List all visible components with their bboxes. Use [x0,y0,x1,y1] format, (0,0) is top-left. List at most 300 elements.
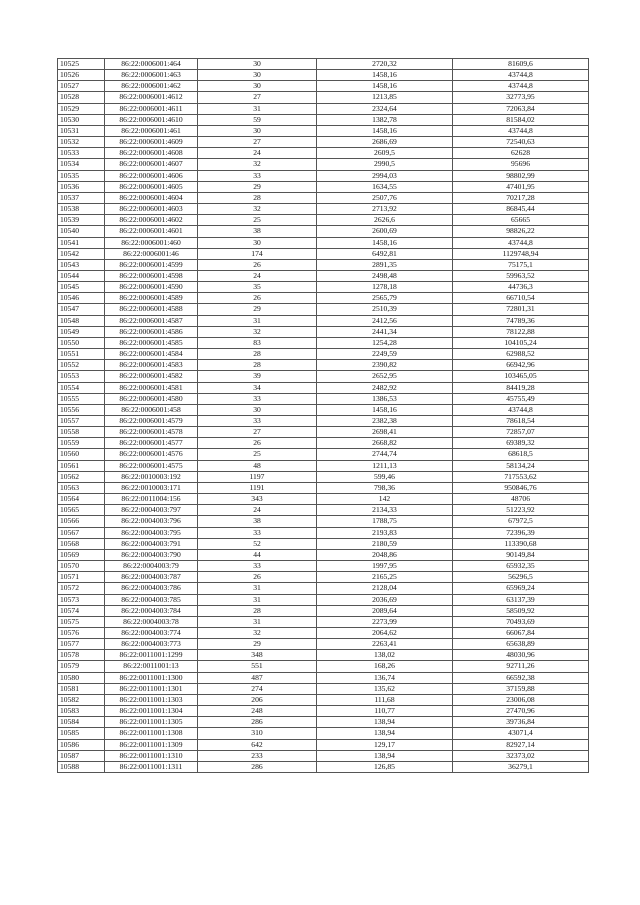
cadastral-number-cell: 86:22:0004003:787 [105,572,198,583]
specific-value-cell: 2128,04 [317,583,453,594]
cadastral-number-cell: 86:22:0006001:4587 [105,315,198,326]
table-row [58,427,589,438]
cadastral-value-cell: 65638,89 [453,639,589,650]
cadastral-number-cell: 86:22:0011001:1303 [105,694,198,705]
area-cell: 34 [198,382,317,393]
cadastral-value-cell: 32373,02 [453,750,589,761]
row-number-cell: 10557 [58,416,105,427]
specific-value-cell: 1211,13 [317,460,453,471]
cadastral-number-cell: 86:22:0006001:4604 [105,192,198,203]
cadastral-number-cell: 86:22:0004003:78 [105,616,198,627]
cadastral-number-cell: 86:22:0011001:1311 [105,761,198,772]
area-cell: 286 [198,761,317,772]
cadastral-value-cell: 43744,8 [453,125,589,136]
cadastral-number-cell: 86:22:0006001:4584 [105,349,198,360]
cadastral-number-cell: 86:22:0006001:4609 [105,137,198,148]
cadastral-number-cell: 86:22:0006001:4588 [105,304,198,315]
cadastral-number-cell: 86:22:0011004:156 [105,494,198,505]
area-cell: 1191 [198,482,317,493]
cadastral-number-cell: 86:22:0010003:171 [105,482,198,493]
area-cell: 286 [198,717,317,728]
row-number-cell: 10547 [58,304,105,315]
table-row [58,505,589,516]
cadastral-value-cell: 58134,24 [453,460,589,471]
area-cell: 29 [198,181,317,192]
row-number-cell: 10553 [58,371,105,382]
cadastral-value-cell: 84419,28 [453,382,589,393]
cadastral-value-cell: 23006,08 [453,694,589,705]
cadastral-value-cell: 717553,62 [453,471,589,482]
table-row [58,460,589,471]
table-row [58,605,589,616]
cadastral-value-cell: 65665 [453,215,589,226]
area-cell: 31 [198,103,317,114]
specific-value-cell: 2990,5 [317,159,453,170]
cadastral-value-cell: 70217,28 [453,192,589,203]
table-row [58,148,589,159]
table-row [58,304,589,315]
table-row [58,326,589,337]
specific-value-cell: 138,94 [317,728,453,739]
specific-value-cell: 1997,95 [317,561,453,572]
table-row [58,81,589,92]
table-row [58,70,589,81]
area-cell: 24 [198,505,317,516]
table-row [58,337,589,348]
cadastral-value-cell: 45755,49 [453,393,589,404]
specific-value-cell: 2249,59 [317,349,453,360]
cadastral-number-cell: 86:22:0006001:4611 [105,103,198,114]
cadastral-value-cell: 44736,3 [453,282,589,293]
cadastral-value-cell: 65932,35 [453,561,589,572]
table-row [58,494,589,505]
table-row [58,59,589,70]
table-row [58,92,589,103]
specific-value-cell: 2193,83 [317,527,453,538]
specific-value-cell: 798,36 [317,482,453,493]
specific-value-cell: 1213,85 [317,92,453,103]
area-cell: 32 [198,326,317,337]
cadastral-number-cell: 86:22:0006001:4575 [105,460,198,471]
row-number-cell: 10542 [58,248,105,259]
cadastral-value-cell: 43744,8 [453,70,589,81]
table-row [58,103,589,114]
document-page [57,58,588,773]
cadastral-value-cell: 1129748,94 [453,248,589,259]
row-number-cell: 10576 [58,627,105,638]
specific-value-cell: 1634,55 [317,181,453,192]
row-number-cell: 10544 [58,270,105,281]
area-cell: 31 [198,315,317,326]
cadastral-number-cell: 86:22:0006001:4577 [105,438,198,449]
table-row [58,650,589,661]
cadastral-number-cell: 86:22:0004003:786 [105,583,198,594]
specific-value-cell: 136,74 [317,672,453,683]
area-cell: 248 [198,706,317,717]
row-number-cell: 10583 [58,706,105,717]
specific-value-cell: 2048,86 [317,549,453,560]
specific-value-cell: 2510,39 [317,304,453,315]
area-cell: 206 [198,694,317,705]
table-row [58,293,589,304]
row-number-cell: 10539 [58,215,105,226]
cadastral-value-cell: 98826,22 [453,226,589,237]
cadastral-number-cell: 86:22:0006001:4579 [105,416,198,427]
area-cell: 30 [198,125,317,136]
row-number-cell: 10573 [58,594,105,605]
table-row [58,114,589,125]
specific-value-cell: 1382,78 [317,114,453,125]
cadastral-number-cell: 86:22:0006001:4581 [105,382,198,393]
specific-value-cell: 138,94 [317,717,453,728]
specific-value-cell: 2891,35 [317,259,453,270]
specific-value-cell: 2744,74 [317,449,453,460]
area-cell: 59 [198,114,317,125]
area-cell: 33 [198,170,317,181]
cadastral-number-cell: 86:22:0006001:4610 [105,114,198,125]
cadastral-value-cell: 95696 [453,159,589,170]
table-row [58,192,589,203]
row-number-cell: 10579 [58,661,105,672]
cadastral-number-cell: 86:22:0004003:785 [105,594,198,605]
specific-value-cell: 138,94 [317,750,453,761]
cadastral-value-cell: 103465,05 [453,371,589,382]
table-row [58,761,589,772]
specific-value-cell: 2668,82 [317,438,453,449]
table-row [58,516,589,527]
cadastral-value-cell: 51223,92 [453,505,589,516]
area-cell: 487 [198,672,317,683]
row-number-cell: 10566 [58,516,105,527]
cadastral-value-cell: 43744,8 [453,81,589,92]
table-row [58,706,589,717]
area-cell: 38 [198,226,317,237]
cadastral-number-cell: 86:22:0006001:4599 [105,259,198,270]
cadastral-number-cell: 86:22:0004003:791 [105,538,198,549]
row-number-cell: 10578 [58,650,105,661]
cadastral-value-cell: 62628 [453,148,589,159]
area-cell: 174 [198,248,317,259]
table-row [58,349,589,360]
row-number-cell: 10552 [58,360,105,371]
area-cell: 233 [198,750,317,761]
specific-value-cell: 599,46 [317,471,453,482]
area-cell: 32 [198,204,317,215]
table-row [58,594,589,605]
table-row [58,204,589,215]
table-row [58,393,589,404]
area-cell: 32 [198,159,317,170]
specific-value-cell: 2134,33 [317,505,453,516]
row-number-cell: 10580 [58,672,105,683]
area-cell: 348 [198,650,317,661]
table-row [58,616,589,627]
cadastral-number-cell: 86:22:0006001:4598 [105,270,198,281]
table-row [58,159,589,170]
area-cell: 31 [198,616,317,627]
area-cell: 343 [198,494,317,505]
row-number-cell: 10574 [58,605,105,616]
cadastral-value-cell: 70493,69 [453,616,589,627]
row-number-cell: 10584 [58,717,105,728]
cadastral-number-cell: 86:22:0006001:4589 [105,293,198,304]
cadastral-value-cell: 66710,54 [453,293,589,304]
cadastral-number-cell: 86:22:0006001:4605 [105,181,198,192]
cadastral-number-cell: 86:22:0004003:797 [105,505,198,516]
specific-value-cell: 2994,03 [317,170,453,181]
row-number-cell: 10571 [58,572,105,583]
area-cell: 27 [198,92,317,103]
cadastral-number-cell: 86:22:0006001:4607 [105,159,198,170]
area-cell: 27 [198,427,317,438]
specific-value-cell: 2064,62 [317,627,453,638]
specific-value-cell: 2600,69 [317,226,453,237]
area-cell: 26 [198,438,317,449]
cadastral-number-cell: 86:22:0011001:1305 [105,717,198,728]
cadastral-value-cell: 39736,84 [453,717,589,728]
table-row [58,471,589,482]
table-row [58,750,589,761]
row-number-cell: 10565 [58,505,105,516]
area-cell: 28 [198,349,317,360]
row-number-cell: 10570 [58,561,105,572]
cadastral-value-cell: 78122,88 [453,326,589,337]
cadastral-number-cell: 86:22:0011001:1308 [105,728,198,739]
table-row [58,728,589,739]
specific-value-cell: 110,77 [317,706,453,717]
specific-value-cell: 2165,25 [317,572,453,583]
specific-value-cell: 1458,16 [317,237,453,248]
row-number-cell: 10588 [58,761,105,772]
cadastral-value-cell: 69389,32 [453,438,589,449]
cadastral-value-cell: 81584,02 [453,114,589,125]
cadastral-number-cell: 86:22:0004003:774 [105,627,198,638]
cadastral-number-cell: 86:22:0006001:4583 [105,360,198,371]
cadastral-value-cell: 86845,44 [453,204,589,215]
specific-value-cell: 2720,32 [317,59,453,70]
cadastral-value-cell: 32773,95 [453,92,589,103]
row-number-cell: 10546 [58,293,105,304]
area-cell: 24 [198,270,317,281]
cadastral-value-cell: 67972,5 [453,516,589,527]
specific-value-cell: 1458,16 [317,70,453,81]
table-row [58,438,589,449]
area-cell: 30 [198,70,317,81]
area-cell: 83 [198,337,317,348]
table-row [58,482,589,493]
cadastral-number-cell: 86:22:0011001:1301 [105,683,198,694]
cadastral-number-cell: 86:22:0011001:1300 [105,672,198,683]
area-cell: 26 [198,293,317,304]
cadastral-number-cell: 86:22:0006001:4582 [105,371,198,382]
area-cell: 33 [198,527,317,538]
row-number-cell: 10540 [58,226,105,237]
row-number-cell: 10529 [58,103,105,114]
cadastral-value-cell: 75175,1 [453,259,589,270]
area-cell: 30 [198,237,317,248]
cadastral-value-cell: 63137,39 [453,594,589,605]
area-cell: 642 [198,739,317,750]
area-cell: 39 [198,371,317,382]
specific-value-cell: 111,68 [317,694,453,705]
cadastral-number-cell: 86:22:0006001:461 [105,125,198,136]
area-cell: 25 [198,215,317,226]
table-row [58,739,589,750]
cadastral-value-cell: 48030,96 [453,650,589,661]
specific-value-cell: 2686,69 [317,137,453,148]
area-cell: 29 [198,304,317,315]
area-cell: 32 [198,627,317,638]
specific-value-cell: 126,85 [317,761,453,772]
cadastral-value-cell: 48706 [453,494,589,505]
specific-value-cell: 1458,16 [317,125,453,136]
table-row [58,583,589,594]
cadastral-number-cell: 86:22:0004003:795 [105,527,198,538]
cadastral-value-cell: 72857,07 [453,427,589,438]
area-cell: 30 [198,81,317,92]
area-cell: 33 [198,393,317,404]
cadastral-number-cell: 86:22:0006001:460 [105,237,198,248]
cadastral-value-cell: 72396,39 [453,527,589,538]
table-row [58,282,589,293]
area-cell: 24 [198,148,317,159]
cadastral-value-cell: 74789,36 [453,315,589,326]
table-row [58,371,589,382]
cadastral-value-cell: 43071,4 [453,728,589,739]
table-row [58,683,589,694]
table-row [58,549,589,560]
area-cell: 274 [198,683,317,694]
cadastral-value-cell: 36279,1 [453,761,589,772]
specific-value-cell: 2498,48 [317,270,453,281]
cadastral-value-cell: 66067,84 [453,627,589,638]
row-number-cell: 10568 [58,538,105,549]
table-body [58,59,589,773]
cadastral-number-cell: 86:22:0006001:4601 [105,226,198,237]
specific-value-cell: 2089,64 [317,605,453,616]
specific-value-cell: 6492,81 [317,248,453,259]
cadastral-value-cell: 43744,8 [453,404,589,415]
table-row [58,125,589,136]
specific-value-cell: 168,26 [317,661,453,672]
cadastral-number-cell: 86:22:0006001:462 [105,81,198,92]
row-number-cell: 10555 [58,393,105,404]
cadastral-number-cell: 86:22:0006001:4578 [105,427,198,438]
row-number-cell: 10535 [58,170,105,181]
cadastral-value-cell: 72063,84 [453,103,589,114]
cadastral-number-cell: 86:22:0006001:458 [105,404,198,415]
specific-value-cell: 2626,6 [317,215,453,226]
area-cell: 25 [198,449,317,460]
specific-value-cell: 2180,59 [317,538,453,549]
table-row [58,181,589,192]
area-cell: 28 [198,192,317,203]
row-number-cell: 10581 [58,683,105,694]
cadastral-value-cell: 82927,14 [453,739,589,750]
row-number-cell: 10531 [58,125,105,136]
row-number-cell: 10526 [58,70,105,81]
cadastral-number-cell: 86:22:0006001:4602 [105,215,198,226]
specific-value-cell: 1254,28 [317,337,453,348]
cadastral-value-cell: 62988,52 [453,349,589,360]
table-row [58,315,589,326]
cadastral-value-cell: 104105,24 [453,337,589,348]
row-number-cell: 10563 [58,482,105,493]
cadastral-value-cell: 65969,24 [453,583,589,594]
cadastral-value-cell: 59963,52 [453,270,589,281]
area-cell: 33 [198,561,317,572]
cadastral-number-cell: 86:22:0011001:13 [105,661,198,672]
specific-value-cell: 135,62 [317,683,453,694]
cadastral-number-cell: 86:22:0006001:4580 [105,393,198,404]
cadastral-value-cell: 90149,84 [453,549,589,560]
cadastral-value-cell: 950846,76 [453,482,589,493]
row-number-cell: 10533 [58,148,105,159]
cadastral-value-cell: 37159,88 [453,683,589,694]
table-row [58,449,589,460]
specific-value-cell: 2036,69 [317,594,453,605]
row-number-cell: 10556 [58,404,105,415]
cadastral-number-cell: 86:22:0006001:463 [105,70,198,81]
table-row [58,226,589,237]
area-cell: 38 [198,516,317,527]
cadastral-number-cell: 86:22:0006001:4612 [105,92,198,103]
specific-value-cell: 1278,18 [317,282,453,293]
row-number-cell: 10550 [58,337,105,348]
specific-value-cell: 2652,95 [317,371,453,382]
area-cell: 310 [198,728,317,739]
area-cell: 31 [198,583,317,594]
cadastral-value-table [57,58,589,773]
row-number-cell: 10585 [58,728,105,739]
table-row [58,137,589,148]
row-number-cell: 10575 [58,616,105,627]
specific-value-cell: 129,17 [317,739,453,750]
table-row [58,270,589,281]
specific-value-cell: 2507,76 [317,192,453,203]
row-number-cell: 10530 [58,114,105,125]
area-cell: 28 [198,605,317,616]
area-cell: 1197 [198,471,317,482]
cadastral-number-cell: 86:22:0011001:1304 [105,706,198,717]
cadastral-number-cell: 86:22:0006001:4590 [105,282,198,293]
area-cell: 26 [198,259,317,270]
table-row [58,215,589,226]
row-number-cell: 10567 [58,527,105,538]
specific-value-cell: 138,02 [317,650,453,661]
specific-value-cell: 2565,79 [317,293,453,304]
area-cell: 52 [198,538,317,549]
row-number-cell: 10538 [58,204,105,215]
table-row [58,717,589,728]
area-cell: 30 [198,404,317,415]
cadastral-value-cell: 78618,54 [453,416,589,427]
specific-value-cell: 1788,75 [317,516,453,527]
area-cell: 35 [198,282,317,293]
cadastral-value-cell: 47401,95 [453,181,589,192]
table-row [58,527,589,538]
cadastral-number-cell: 86:22:0004003:796 [105,516,198,527]
area-cell: 28 [198,360,317,371]
row-number-cell: 10541 [58,237,105,248]
table-row [58,639,589,650]
specific-value-cell: 2609,5 [317,148,453,159]
cadastral-number-cell: 86:22:0006001:4586 [105,326,198,337]
row-number-cell: 10537 [58,192,105,203]
specific-value-cell: 2713,92 [317,204,453,215]
row-number-cell: 10586 [58,739,105,750]
row-number-cell: 10558 [58,427,105,438]
